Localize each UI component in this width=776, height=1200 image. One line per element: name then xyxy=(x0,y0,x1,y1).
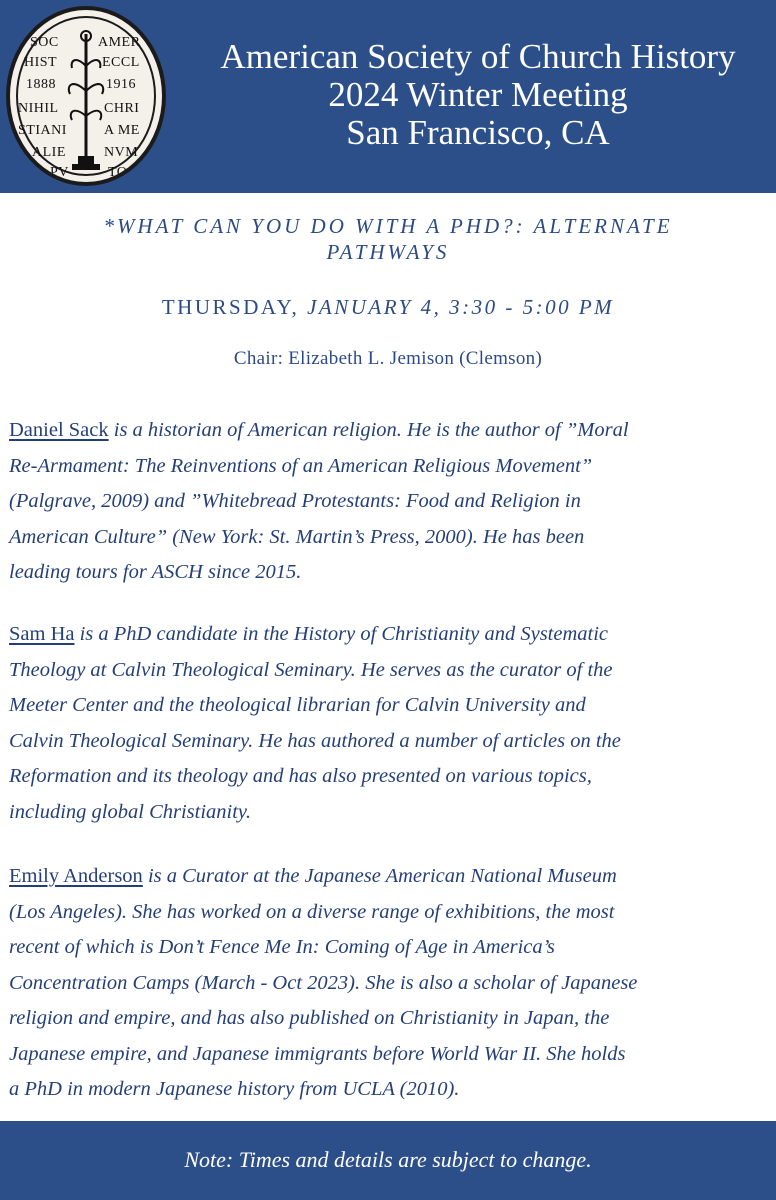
bio-line: (Palgrave, 2009) and ”Whitebread Protestants: Food and Religion in xyxy=(9,490,581,512)
bio-line: a PhD in modern Japanese history from UCLA (2010). xyxy=(9,1078,460,1100)
seal-text: NVM xyxy=(104,145,139,160)
session-datetime xyxy=(0,295,776,320)
session-date-time: JANUARY 4, 3:30 - 5:00 PM xyxy=(307,295,615,319)
speaker-name: Sam Ha xyxy=(9,623,75,645)
bio-line: including global Christianity. xyxy=(9,800,252,823)
bio-emily-anderson xyxy=(9,859,769,1108)
seal-text: TO xyxy=(108,165,128,180)
seal-text: 1916 xyxy=(106,77,136,92)
session-title xyxy=(30,213,746,265)
bio-line: Reformation and its theology and has also presented on various topics, xyxy=(9,765,592,787)
seal-text: ECCL xyxy=(102,55,140,70)
seal-text: HIST xyxy=(24,55,58,70)
bio-line: (Los Angeles). She has worked on a diverse range of exhibitions, the most xyxy=(9,900,615,923)
event-title xyxy=(180,38,776,152)
bio-line: Re-Armament: The Reinventions of an American Religious Movement” xyxy=(9,454,593,477)
bio-line: religion and empire, and has also published on Christianity in Japan, the xyxy=(9,1007,610,1029)
bio-line: is a Curator at the Japanese American National Museum xyxy=(142,865,617,887)
title-line-meeting: 2024 Winter Meeting xyxy=(328,75,628,114)
bio-line: Japanese empire, and Japanese immigrants before World War II. She holds xyxy=(9,1042,626,1065)
bio-line: is a historian of American religion. He is the author of ”Moral xyxy=(108,419,629,441)
seal-text: AMER xyxy=(98,35,141,50)
seal-text: SOC xyxy=(30,35,59,50)
seal-text: NIHIL xyxy=(18,101,59,116)
bio-line: Concentration Camps (March - Oct 2023). She is also a scholar of Japanese xyxy=(9,971,638,994)
bio-line: is a PhD candidate in the History of Christianity and Systematic xyxy=(74,623,609,645)
seal-text: ALIE xyxy=(32,145,66,160)
bio-line: recent of which is Don’t Fence Me In: Coming of Age in America’s xyxy=(9,936,555,958)
bio-daniel-sack xyxy=(9,413,769,591)
seal-cross-emblem xyxy=(6,6,166,186)
disclaimer-note: Note: Times and details are subject to change. xyxy=(184,1147,592,1172)
title-line-society: American Society of Church History xyxy=(220,37,736,76)
society-seal-logo xyxy=(6,6,166,186)
session-day: THURSDAY, xyxy=(161,295,300,319)
bio-line: Theology at Calvin Theological Seminary. He serves as the curator of the xyxy=(9,658,613,681)
header-banner xyxy=(0,0,776,193)
bio-line: leading tours for ASCH since 2015. xyxy=(9,561,302,583)
footer-banner xyxy=(0,1121,776,1200)
bio-line: Meeter Center and the theological librarian for Calvin University and xyxy=(9,694,586,716)
seal-text: CHRI xyxy=(104,101,140,116)
session-title-line2: PATHWAYS xyxy=(326,240,450,264)
seal-text: PV xyxy=(50,165,69,180)
speaker-name: Daniel Sack xyxy=(9,419,109,441)
bio-line: American Culture” (New York: St. Martin’s Press, 2000). He has been xyxy=(9,525,585,548)
session-title-line1: *WHAT CAN YOU DO WITH A PHD?: ALTERNATE xyxy=(103,214,673,238)
seal-text: A ME xyxy=(104,123,140,138)
session-chair: Chair: Elizabeth L. Jemison (Clemson) xyxy=(233,348,543,369)
speaker-name: Emily Anderson xyxy=(9,865,143,887)
bio-sam-ha xyxy=(9,617,769,830)
bio-line: Calvin Theological Seminary. He has authored a number of articles on the xyxy=(9,729,621,752)
seal-text: 1888 xyxy=(26,77,56,92)
seal-text: STIANI xyxy=(18,123,67,138)
title-line-location: San Francisco, CA xyxy=(346,113,610,152)
